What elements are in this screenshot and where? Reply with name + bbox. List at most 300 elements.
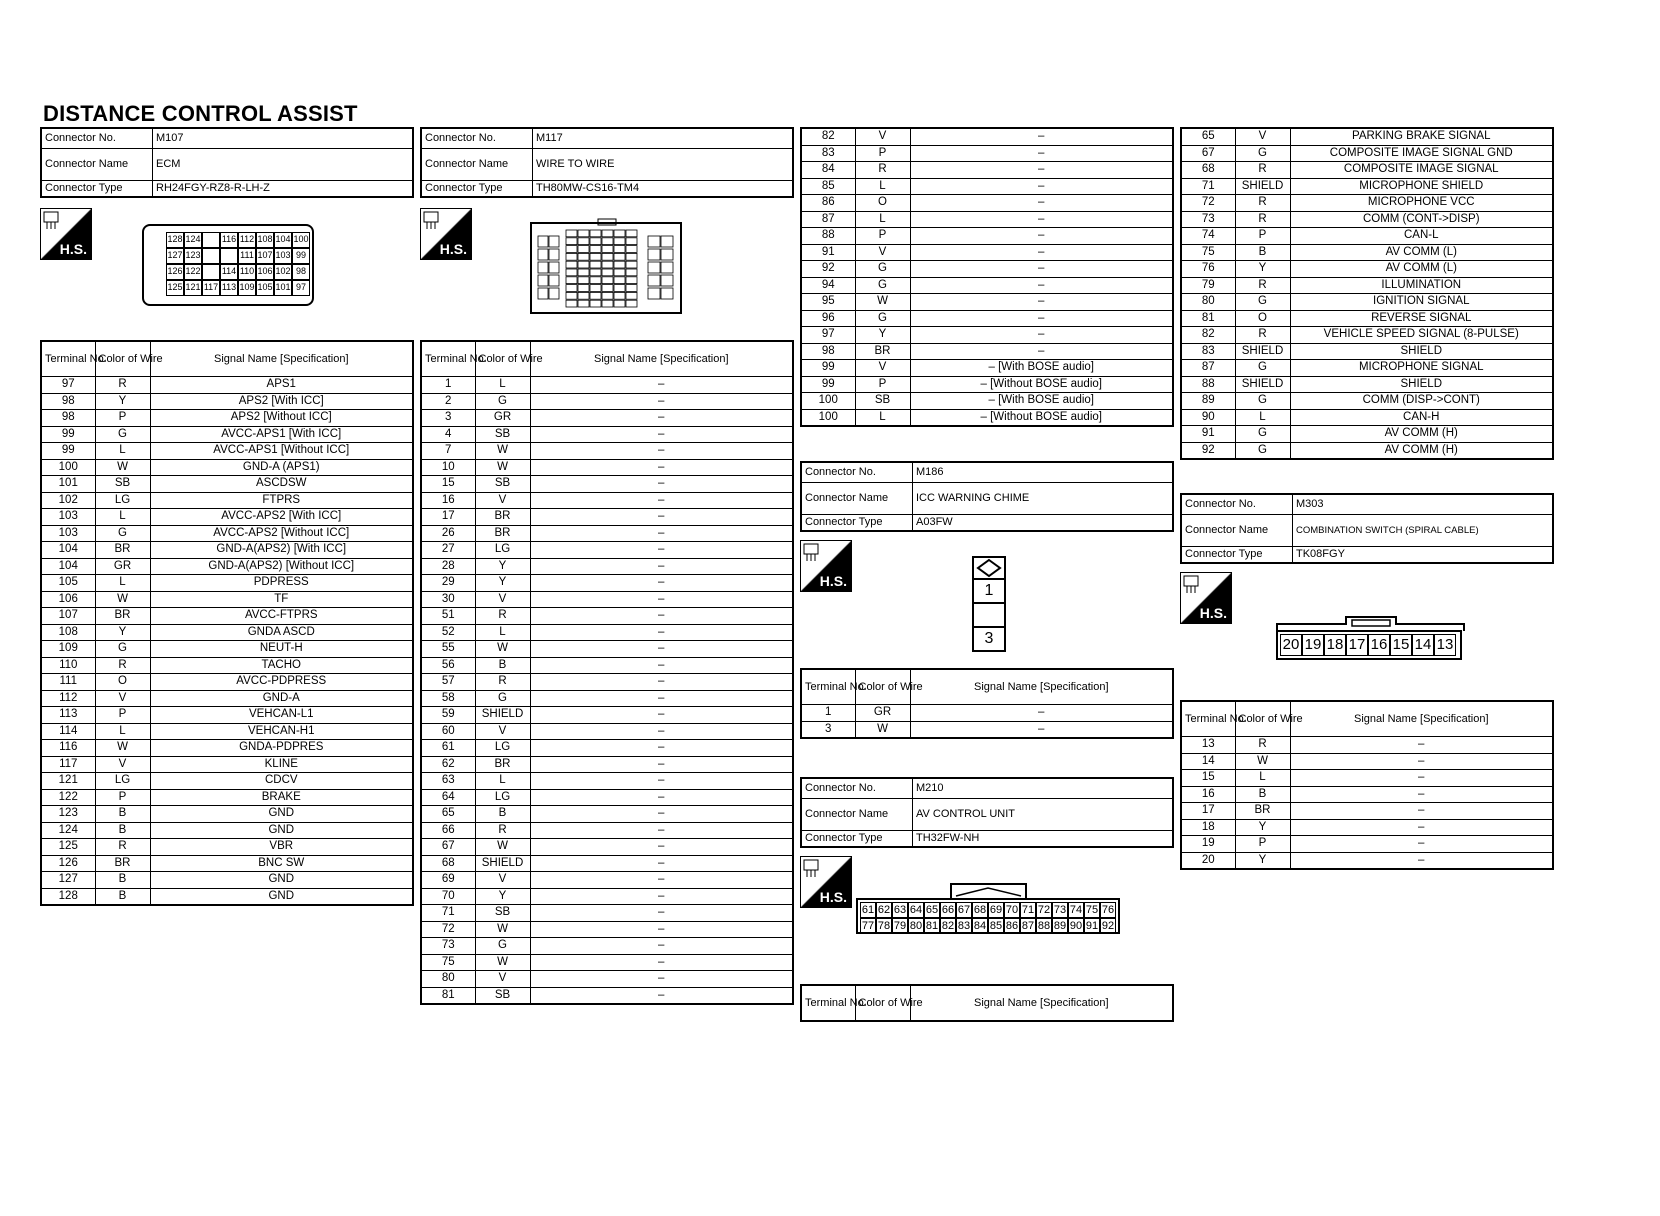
- wire-color: V: [475, 723, 530, 740]
- signal-name: –: [910, 195, 1173, 212]
- wire-color: R: [475, 674, 530, 691]
- wire-color: R: [1235, 327, 1290, 344]
- connector-cavity: [626, 253, 637, 260]
- signal-name: GND-A(APS2) [Without ICC]: [150, 558, 413, 575]
- connector-pin: 17: [1346, 634, 1368, 656]
- terminal-row: [421, 921, 793, 938]
- column-m117: [420, 127, 794, 1005]
- wire-color: B: [95, 806, 150, 823]
- terminal-row: [801, 261, 1173, 278]
- connector-pin: 68: [973, 904, 987, 916]
- connector-cavity: [549, 275, 559, 286]
- connector-no-label: Connector No.: [421, 128, 533, 148]
- hs-label: H.S.: [819, 889, 847, 905]
- connector-cavity: [578, 300, 589, 307]
- connector-pin: 123: [184, 248, 202, 264]
- terminal-no: 99: [801, 376, 855, 393]
- signal-name: BNC SW: [150, 855, 413, 872]
- wire-color: W: [475, 459, 530, 476]
- signal-name: –: [530, 525, 793, 542]
- wire-color: L: [475, 773, 530, 790]
- wire-color: V: [475, 872, 530, 889]
- terminal-row: [421, 690, 793, 707]
- wire-color: O: [855, 195, 910, 212]
- connector-pin: 82: [941, 920, 955, 932]
- wire-color: G: [1235, 442, 1290, 459]
- terminal-row: [1181, 737, 1553, 754]
- terminal-row: [41, 888, 413, 905]
- wire-color: B: [95, 822, 150, 839]
- connector-cavity: [538, 288, 548, 299]
- connector-pin: 84: [973, 920, 987, 932]
- signal-name: –: [530, 888, 793, 905]
- connector-pin: 98: [292, 264, 310, 280]
- connector-cavity: [626, 261, 637, 268]
- terminal-no: 70: [421, 888, 475, 905]
- terminal-no: 65: [1181, 128, 1235, 145]
- terminal-no: 104: [41, 558, 95, 575]
- column-3: [800, 127, 1174, 1022]
- connector-pin: 92: [1101, 920, 1115, 932]
- color-of-wire-header: Color of Wire: [855, 985, 910, 1021]
- terminal-row: [421, 756, 793, 773]
- terminal-no: 125: [41, 839, 95, 856]
- terminal-no: 122: [41, 789, 95, 806]
- m210-connector-name: AV CONTROL UNIT: [913, 798, 1174, 830]
- connector-cavity: [614, 292, 625, 299]
- connector-pin: 101: [274, 280, 292, 296]
- terminal-no: 29: [421, 575, 475, 592]
- connector-cavity: [578, 285, 589, 292]
- signal-name: GND-A: [150, 690, 413, 707]
- wire-color: SHIELD: [1235, 343, 1290, 360]
- signal-name: –: [530, 443, 793, 460]
- terminal-row: [1181, 376, 1553, 393]
- connector-cavity: [602, 277, 613, 284]
- signal-name: –: [530, 558, 793, 575]
- connector-cavity: [602, 230, 613, 237]
- connector-pin: 74: [1069, 904, 1083, 916]
- wire-color: G: [475, 393, 530, 410]
- wire-color: P: [95, 410, 150, 427]
- terminal-no-header: Terminal No.: [41, 341, 95, 377]
- terminal-row: [421, 839, 793, 856]
- signal-name: –: [530, 641, 793, 658]
- wire-color: G: [1235, 360, 1290, 377]
- connector-pin: 63: [893, 904, 907, 916]
- connector-pin: 121: [184, 280, 202, 296]
- signal-name: COMM (DISP->CONT): [1290, 393, 1553, 410]
- terminal-no: 100: [41, 459, 95, 476]
- connector-pin: 70: [1005, 904, 1019, 916]
- terminal-no: 27: [421, 542, 475, 559]
- connector-pin: 64: [909, 904, 923, 916]
- terminal-no: 64: [421, 789, 475, 806]
- terminal-row: [41, 558, 413, 575]
- wire-color: P: [855, 376, 910, 393]
- wire-color: Y: [1235, 819, 1290, 836]
- connector-pin: 127: [166, 248, 184, 264]
- connector-hand-icon: [1183, 575, 1205, 595]
- wire-color: W: [475, 921, 530, 938]
- m117-terminal-table-continued: [800, 127, 1174, 427]
- terminal-no: 75: [421, 954, 475, 971]
- wire-color: L: [95, 443, 150, 460]
- terminal-row: [421, 987, 793, 1004]
- terminal-no: 100: [801, 409, 855, 426]
- connector-pin: 122: [184, 264, 202, 280]
- connector-pin: 107: [256, 248, 274, 264]
- terminal-no: 103: [41, 509, 95, 526]
- wire-color: R: [1235, 737, 1290, 754]
- connector-cavity: [578, 292, 589, 299]
- terminal-row: [801, 409, 1173, 426]
- connector-pin: 69: [989, 904, 1003, 916]
- connector-cavity: [661, 236, 673, 247]
- connector-pin: 13: [1434, 634, 1456, 656]
- wire-color: SB: [475, 426, 530, 443]
- terminal-no: 99: [801, 360, 855, 377]
- m117-connector-no: M117: [533, 128, 794, 148]
- harness-side-icon: [40, 208, 92, 260]
- wire-color: SB: [475, 987, 530, 1004]
- harness-side-icon: [420, 208, 472, 260]
- connector-pin: 125: [166, 280, 184, 296]
- signal-name: COMM (CONT->DISP): [1290, 211, 1553, 228]
- terminal-row: [421, 377, 793, 394]
- hs-label: H.S.: [439, 241, 467, 257]
- connector-pin: 71: [1021, 904, 1035, 916]
- connector-cavity: [578, 253, 589, 260]
- terminal-no: 1: [421, 377, 475, 394]
- terminal-row: [421, 822, 793, 839]
- wire-color: W: [1235, 753, 1290, 770]
- wire-color: R: [95, 839, 150, 856]
- terminal-no: 59: [421, 707, 475, 724]
- terminal-no: 69: [421, 872, 475, 889]
- connector-pin: 103: [274, 248, 292, 264]
- terminal-row: [421, 971, 793, 988]
- wire-color: Y: [95, 624, 150, 641]
- signal-name: AVCC-PDPRESS: [150, 674, 413, 691]
- terminal-row: [1181, 277, 1553, 294]
- signal-name: –: [530, 938, 793, 955]
- connector-cavity: [590, 292, 601, 299]
- hs-label: H.S.: [59, 241, 87, 257]
- connector-cavity: [566, 230, 577, 237]
- signal-name: –: [530, 509, 793, 526]
- color-of-wire-header: Color of Wire: [95, 341, 150, 377]
- signal-name: SHIELD: [1290, 376, 1553, 393]
- connector-pin: 102: [274, 264, 292, 280]
- connector-type-label: Connector Type: [801, 830, 913, 847]
- terminal-no: 126: [41, 855, 95, 872]
- terminal-no: 4: [421, 426, 475, 443]
- connector-pin: [974, 602, 1004, 626]
- connector-cavity: [538, 262, 548, 273]
- terminal-no: 106: [41, 591, 95, 608]
- connector-cavity: [590, 246, 601, 253]
- connector-cavity: [626, 277, 637, 284]
- terminal-row: [801, 393, 1173, 410]
- signal-name-header: Signal Name [Specification]: [910, 985, 1173, 1021]
- signal-name: VEHICLE SPEED SIGNAL (8-PULSE): [1290, 327, 1553, 344]
- signal-name: AVCC-APS2 [With ICC]: [150, 509, 413, 526]
- terminal-no: 80: [421, 971, 475, 988]
- terminal-no: 26: [421, 525, 475, 542]
- signal-name: AV COMM (L): [1290, 244, 1553, 261]
- signal-name: –: [1290, 786, 1553, 803]
- terminal-no: 90: [1181, 409, 1235, 426]
- signal-name: –: [530, 575, 793, 592]
- m117-connector-name: WIRE TO WIRE: [533, 148, 794, 180]
- connector-pin: 116: [220, 232, 238, 248]
- terminal-row: [41, 492, 413, 509]
- terminal-no: 3: [421, 410, 475, 427]
- wire-color: L: [95, 723, 150, 740]
- connector-pin: 110: [238, 264, 256, 280]
- connector-pin: 108: [256, 232, 274, 248]
- terminal-no: 89: [1181, 393, 1235, 410]
- connector-pin: 67: [957, 904, 971, 916]
- terminal-no: 82: [801, 128, 855, 145]
- terminal-row: [801, 376, 1173, 393]
- terminal-row: [41, 789, 413, 806]
- polarity-diamond-icon: [974, 558, 1004, 578]
- terminal-no: 76: [1181, 261, 1235, 278]
- terminal-no: 98: [41, 393, 95, 410]
- wire-color: B: [475, 657, 530, 674]
- signal-name: –: [530, 410, 793, 427]
- wire-color: W: [855, 294, 910, 311]
- terminal-row: [421, 525, 793, 542]
- terminal-no: 96: [801, 310, 855, 327]
- terminal-no: 58: [421, 690, 475, 707]
- signal-name: –: [530, 393, 793, 410]
- wire-color: SB: [95, 476, 150, 493]
- terminal-no: 3: [801, 721, 855, 738]
- terminal-no: 82: [1181, 327, 1235, 344]
- connector-cavity: [566, 300, 577, 307]
- wire-color: B: [95, 888, 150, 905]
- signal-name: –: [910, 343, 1173, 360]
- wire-color: SHIELD: [1235, 178, 1290, 195]
- terminal-no: 56: [421, 657, 475, 674]
- terminal-row: [1181, 409, 1553, 426]
- connector-pin: 79: [893, 920, 907, 932]
- terminal-no: 102: [41, 492, 95, 509]
- signal-name: APS2 [Without ICC]: [150, 410, 413, 427]
- wire-color: V: [855, 360, 910, 377]
- terminal-row: [801, 162, 1173, 179]
- connector-pin: 128: [166, 232, 184, 248]
- signal-name-header: Signal Name [Specification]: [1290, 701, 1553, 737]
- terminal-no: 81: [421, 987, 475, 1004]
- terminal-no: 73: [1181, 211, 1235, 228]
- m303-terminal-table: [1180, 700, 1554, 870]
- wire-color: W: [475, 839, 530, 856]
- connector-pin: 19: [1302, 634, 1324, 656]
- terminal-no: 87: [801, 211, 855, 228]
- terminal-row: [421, 558, 793, 575]
- signal-name: CAN-H: [1290, 409, 1553, 426]
- wire-color: LG: [475, 789, 530, 806]
- terminal-no: 72: [1181, 195, 1235, 212]
- wire-color: GR: [855, 705, 910, 722]
- terminal-no: 68: [1181, 162, 1235, 179]
- signal-name: NEUT-H: [150, 641, 413, 658]
- terminal-no: 109: [41, 641, 95, 658]
- connector-cavity: [614, 277, 625, 284]
- hs-label: H.S.: [1199, 605, 1227, 621]
- wire-color: R: [1235, 195, 1290, 212]
- terminal-row: [801, 128, 1173, 145]
- terminal-no: 98: [801, 343, 855, 360]
- terminal-no: 74: [1181, 228, 1235, 245]
- connector-pin: 62: [877, 904, 891, 916]
- wire-color: G: [855, 310, 910, 327]
- terminal-row: [1181, 228, 1553, 245]
- signal-name: APS2 [With ICC]: [150, 393, 413, 410]
- connector-pin: 20: [1280, 634, 1302, 656]
- terminal-no: 17: [421, 509, 475, 526]
- terminal-no: 128: [41, 888, 95, 905]
- signal-name: GND: [150, 822, 413, 839]
- m117-terminal-table: [420, 340, 794, 1005]
- wire-color: LG: [95, 492, 150, 509]
- terminal-no-header: Terminal No.: [421, 341, 475, 377]
- terminal-no: 2: [421, 393, 475, 410]
- terminal-no: 91: [1181, 426, 1235, 443]
- terminal-no: 110: [41, 657, 95, 674]
- wire-color: V: [95, 690, 150, 707]
- connector-pin: 117: [202, 280, 220, 296]
- m117-connector-info: [420, 127, 794, 198]
- signal-name: –: [530, 756, 793, 773]
- wire-color: P: [95, 789, 150, 806]
- wire-color: G: [475, 690, 530, 707]
- m107-connector-name: ECM: [153, 148, 414, 180]
- connector-hand-icon: [43, 211, 65, 231]
- signal-name: –: [530, 822, 793, 839]
- signal-name: –: [530, 674, 793, 691]
- terminal-no: 17: [1181, 803, 1235, 820]
- signal-name: KLINE: [150, 756, 413, 773]
- terminal-row: [1181, 852, 1553, 869]
- connector-type-label: Connector Type: [1181, 546, 1293, 563]
- wire-color: G: [1235, 294, 1290, 311]
- connector-pin: 97: [292, 280, 310, 296]
- connector-cavity: [538, 275, 548, 286]
- m210-terminal-table: [1180, 127, 1554, 460]
- wire-color: G: [1235, 426, 1290, 443]
- terminal-no: 67: [1181, 145, 1235, 162]
- connector-hand-icon: [803, 543, 825, 563]
- wire-color: G: [95, 426, 150, 443]
- signal-name: –: [530, 459, 793, 476]
- signal-name: GNDA-PDPRES: [150, 740, 413, 757]
- terminal-no-header: Terminal No.: [801, 669, 855, 705]
- wire-color: B: [95, 872, 150, 889]
- terminal-row: [801, 277, 1173, 294]
- m210-connector-no: M210: [913, 778, 1174, 798]
- wire-color: L: [1235, 409, 1290, 426]
- wire-color: SHIELD: [1235, 376, 1290, 393]
- signal-name: GND: [150, 806, 413, 823]
- terminal-row: [41, 410, 413, 427]
- signal-name: –: [530, 426, 793, 443]
- connector-cavity: [566, 269, 577, 276]
- terminal-no: 13: [1181, 737, 1235, 754]
- connector-no-label: Connector No.: [41, 128, 153, 148]
- signal-name: –: [530, 657, 793, 674]
- terminal-no: 79: [1181, 277, 1235, 294]
- signal-name: –: [910, 721, 1173, 738]
- wire-color: L: [475, 624, 530, 641]
- terminal-row: [1181, 786, 1553, 803]
- connector-pin: 3: [974, 626, 1004, 650]
- connector-cavity: [648, 262, 660, 273]
- terminal-row: [421, 641, 793, 658]
- terminal-no: 10: [421, 459, 475, 476]
- terminal-row: [1181, 753, 1553, 770]
- connector-type-label: Connector Type: [801, 514, 913, 531]
- terminal-row: [41, 542, 413, 559]
- signal-name: –: [910, 228, 1173, 245]
- wire-color: Y: [475, 558, 530, 575]
- terminal-no: 121: [41, 773, 95, 790]
- wire-color: V: [475, 492, 530, 509]
- terminal-no: 57: [421, 674, 475, 691]
- wire-color: G: [1235, 145, 1290, 162]
- wire-color: V: [855, 128, 910, 145]
- wire-color: W: [475, 954, 530, 971]
- wire-color: BR: [95, 855, 150, 872]
- m210-terminal-table-header: [800, 984, 1174, 1022]
- connector-cavity: [590, 230, 601, 237]
- terminal-row: [421, 938, 793, 955]
- connector-cavity: [626, 300, 637, 307]
- harness-side-icon: [800, 540, 852, 592]
- signal-name: –: [530, 921, 793, 938]
- signal-name: –: [530, 492, 793, 509]
- signal-name: –: [910, 145, 1173, 162]
- connector-pin: 106: [256, 264, 274, 280]
- connector-pin: 61: [861, 904, 875, 916]
- m186-connector-name: ICC WARNING CHIME: [913, 482, 1174, 514]
- terminal-row: [421, 657, 793, 674]
- connector-cavity: [614, 300, 625, 307]
- connector-cavity: [661, 262, 673, 273]
- wire-color: LG: [475, 542, 530, 559]
- signal-name-header: Signal Name [Specification]: [150, 341, 413, 377]
- terminal-no: 28: [421, 558, 475, 575]
- wire-color: G: [855, 261, 910, 278]
- terminal-row: [41, 756, 413, 773]
- signal-name: –: [910, 244, 1173, 261]
- signal-name: – [Without BOSE audio]: [910, 409, 1173, 426]
- terminal-row: [41, 443, 413, 460]
- connector-cavity: [602, 246, 613, 253]
- connector-name-label: Connector Name: [1181, 514, 1293, 546]
- m107-connector-no: M107: [153, 128, 414, 148]
- connector-cavity: [602, 253, 613, 260]
- connector-cavity: [590, 277, 601, 284]
- terminal-no: 19: [1181, 836, 1235, 853]
- terminal-no: 108: [41, 624, 95, 641]
- m107-terminal-table: [40, 340, 414, 906]
- terminal-no: 98: [41, 410, 95, 427]
